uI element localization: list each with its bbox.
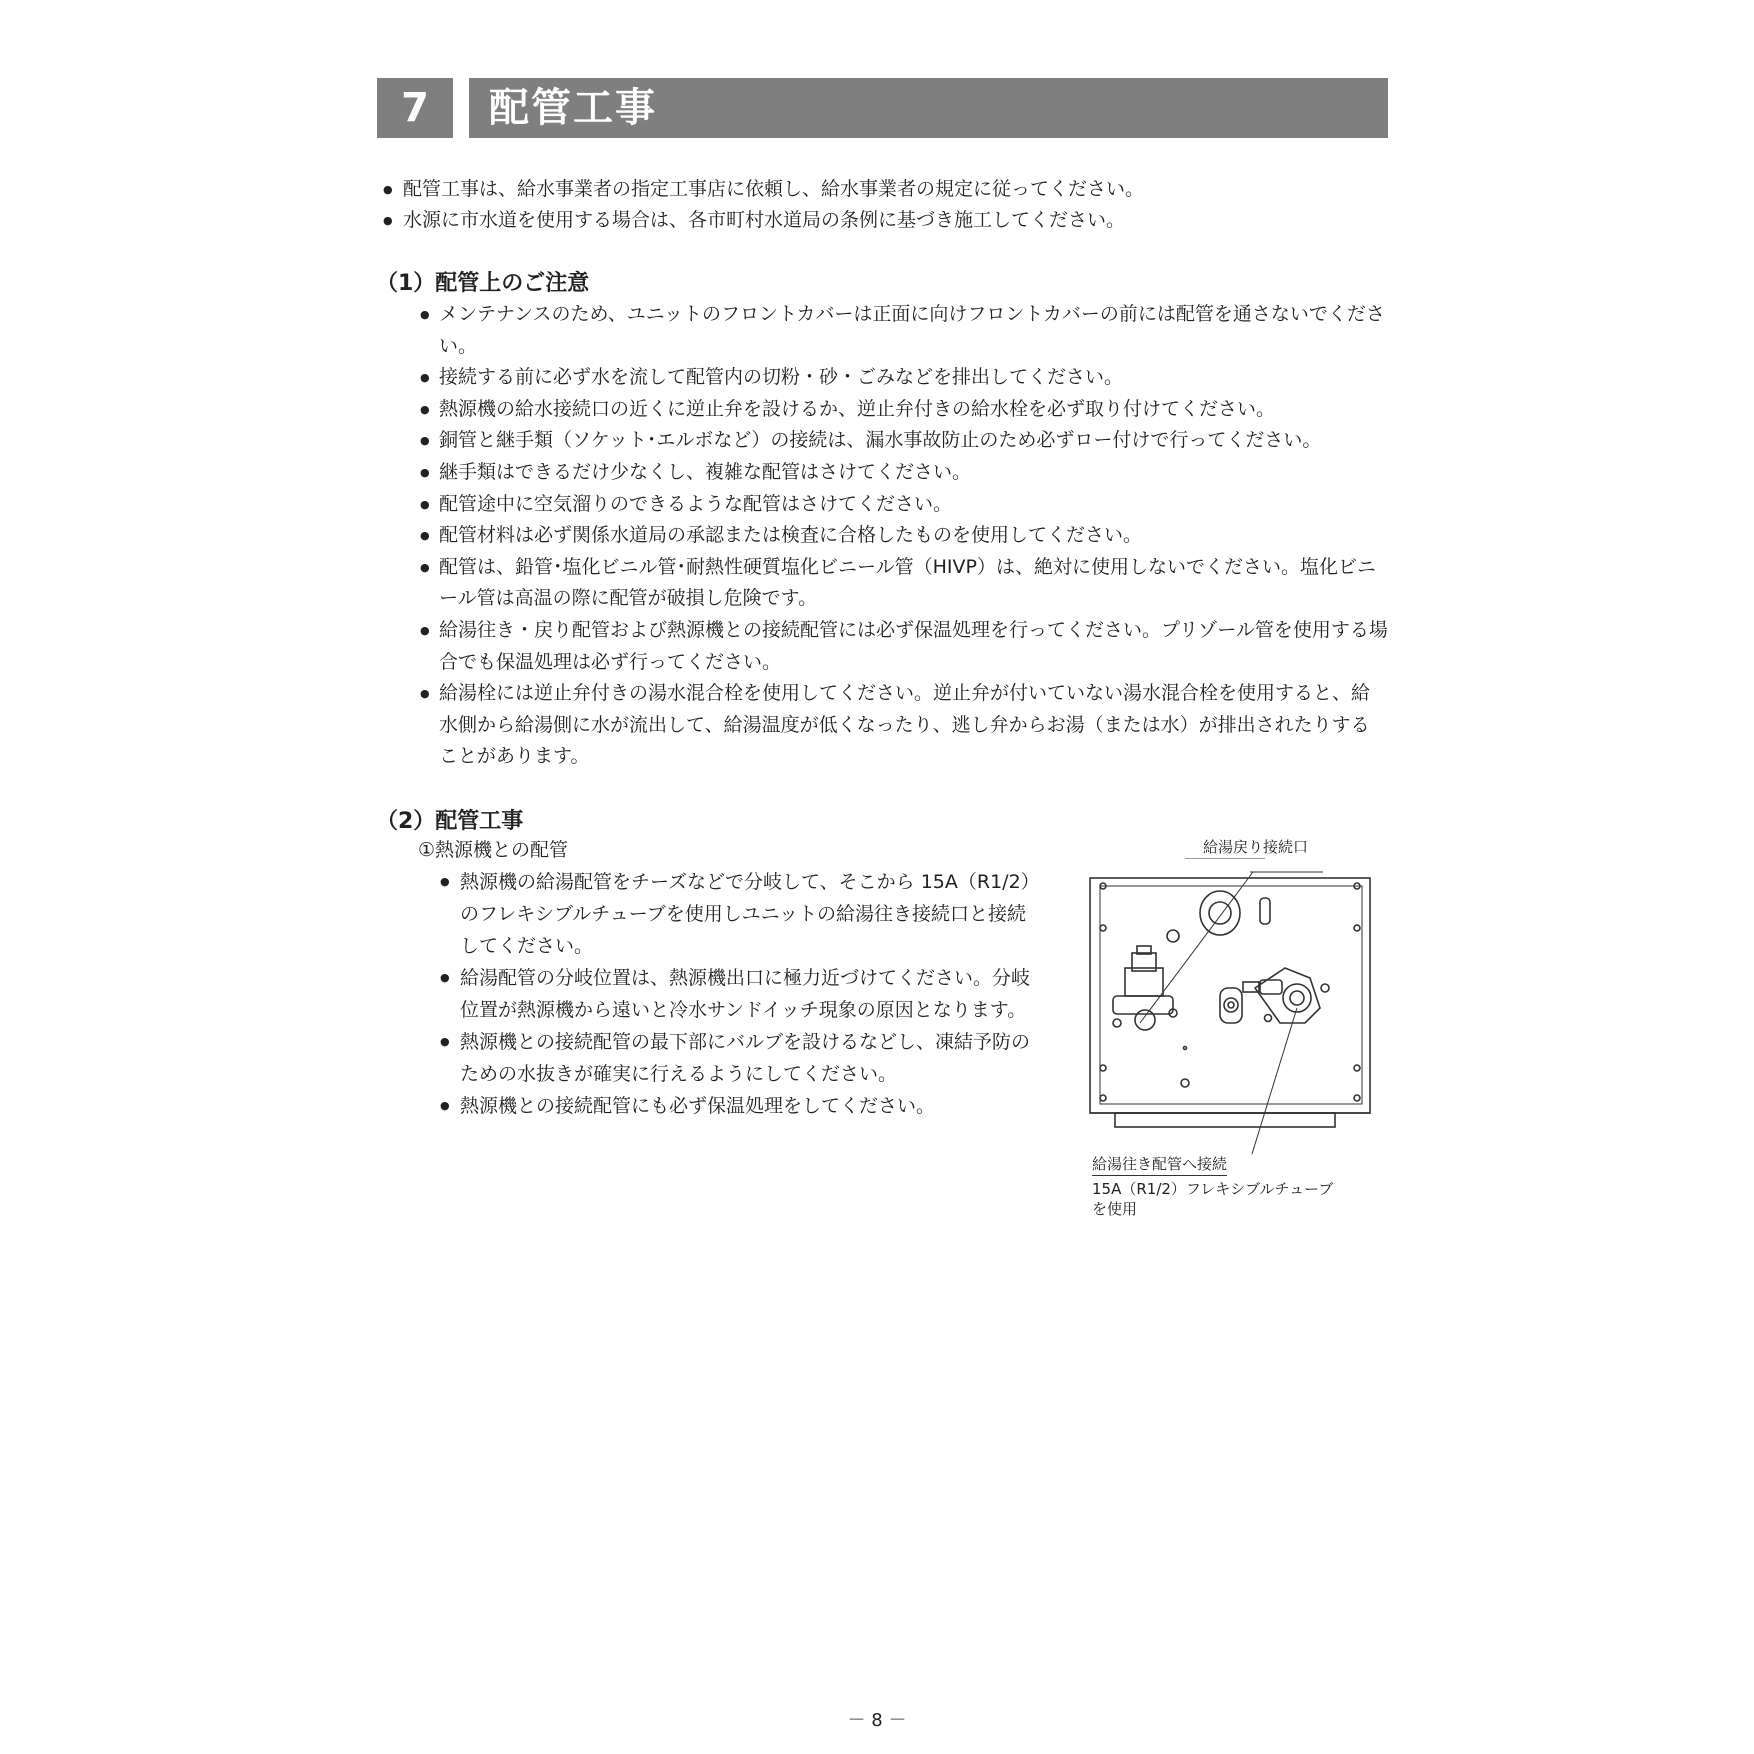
list-item: ● 熱源機の給水接続口の近くに逆止弁を設けるか、逆止弁付きの給水栓を必ず取り付けてください。 [420, 394, 1388, 426]
intro-item: ● 配管工事は、給水事業者の指定工事店に依頼し、給水事業者の規定に従ってください。 [383, 174, 1388, 205]
intro-item: ● 水源に市水道を使用する場合は、各市町村水道局の条例に基づき施工してください。 [383, 205, 1388, 236]
list-item: ● 熱源機との接続配管にも必ず保温処理をしてください。 [440, 1090, 1040, 1122]
section2-list [440, 866, 1040, 1122]
label-return-connection: 給湯戻り接続口 [1203, 838, 1309, 856]
section2-heading: （2）配管工事 [376, 809, 524, 834]
page-number: － 8 － [847, 1710, 907, 1731]
list-item: ● 配管途中に空気溜りのできるような配管はさけてください。 [420, 489, 1388, 521]
list-item: ● 銅管と継手類（ソケット･エルボなど）の接続は、漏水事故防止のため必ずロー付けで行ってください。 [420, 425, 1388, 457]
section-header [377, 78, 1388, 138]
list-item: ● メンテナンスのため、ユニットのフロントカバーは正面に向けフロントカバーの前には配管を通さないでください。 [420, 299, 1388, 362]
list-item: ● 給湯配管の分岐位置は、熱源機出口に極力近づけてください。分岐位置が熱源機から遠いと冷水サンドイッチ現象の原因となります。 [440, 962, 1040, 1026]
intro-list [383, 174, 1388, 236]
round-port [1200, 891, 1240, 935]
label-supply-connection: 給湯往き配管へ接続 [1092, 1153, 1227, 1176]
list-item: ● 配管材料は必ず関係水道局の承認または検査に合格したものを使用してください。 [420, 520, 1388, 552]
note-use: を使用 [1092, 1200, 1138, 1218]
list-item: ● 接続する前に必ず水を流して配管内の切粉・砂・ごみなどを排出してください。 [420, 362, 1388, 394]
slot [1260, 898, 1270, 924]
list-item: ● 給湯栓には逆止弁付きの湯水混合栓を使用してください。逆止弁が付いていない湯水混合栓を使用すると、給水側から給湯側に水が流出して、給湯温度が低くなったり、逃し弁からお湯（または水）が排出されたりすることがあります。 [420, 678, 1388, 773]
section1-list [420, 299, 1388, 773]
list-item: ● 熱源機の給湯配管をチーズなどで分岐して、そこから 15A（R1/2）のフレキシブルチューブを使用しユニットの給湯往き接続口と接続してください。 [440, 866, 1040, 962]
section2-subheading: ①熱源機との配管 [418, 839, 569, 861]
unit-diagram [1085, 858, 1385, 1158]
note-flex-tube: 15A（R1/2）フレキシブルチューブ [1092, 1180, 1334, 1198]
list-item: ● 熱源機との接続配管の最下部にバルブを設けるなどし、凍結予防のための水抜きが確実に行えるようにしてください。 [440, 1026, 1040, 1090]
list-item: ● 継手類はできるだけ少なくし、複雑な配管はさけてください。 [420, 457, 1388, 489]
section-title: 配管工事 [489, 85, 657, 131]
section-number: 7 [377, 78, 453, 138]
list-item: ● 給湯往き・戻り配管および熱源機との接続配管には必ず保温処理を行ってください。プリゾール管を使用する場合でも保温処理は必ず行ってください。 [420, 615, 1388, 678]
section1-heading: （1）配管上のご注意 [376, 271, 590, 296]
section2-subheading-wrap [418, 834, 1038, 866]
list-item: ● 配管は、鉛管･塩化ビニル管･耐熱性硬質塩化ビニール管（HIVP）は、絶対に使用しないでください。塩化ビニール管は高温の際に配管が破損し危険です。 [420, 552, 1388, 615]
